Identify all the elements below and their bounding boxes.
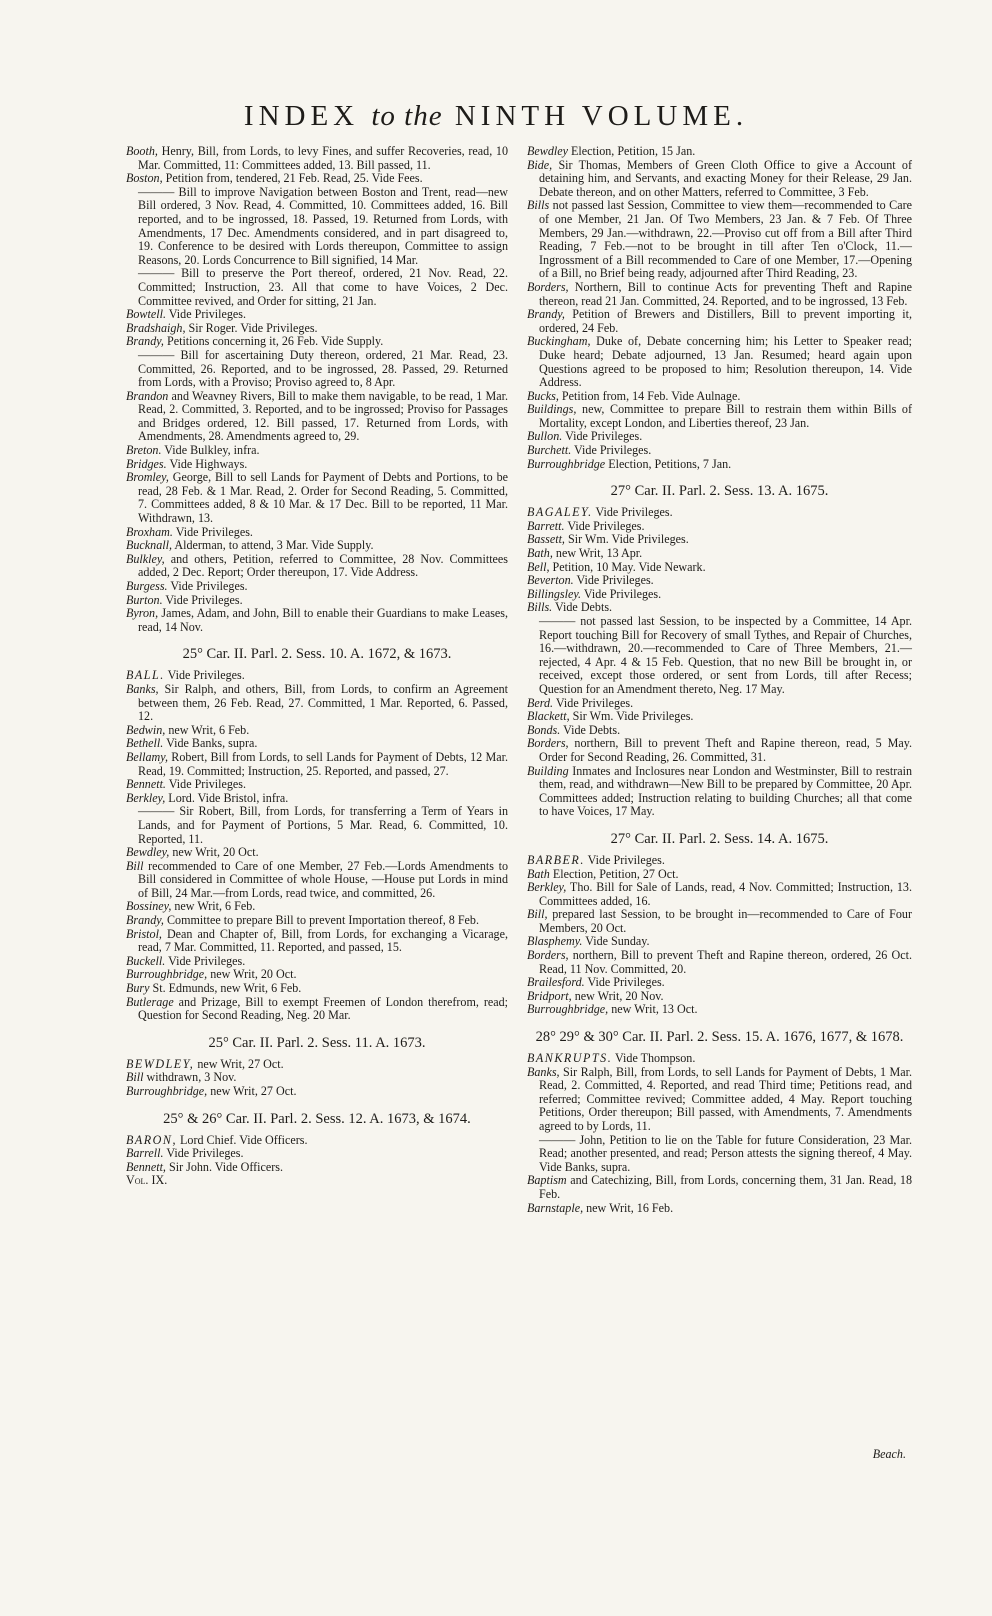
entry-text: Dean and Chapter of, Bill, from Lords, for exchanging a Vicarage, read, 7 Mar. Committed, 11. Reported, and passed, 15. <box>138 926 508 955</box>
index-entry <box>126 805 508 846</box>
index-entry <box>126 982 508 996</box>
index-entry <box>527 615 912 697</box>
entry-heading: Bill <box>126 1070 144 1085</box>
entry-heading: Buildings, <box>527 402 577 417</box>
entry-text: Henry, Bill, from Lords, to levy Fines, and suffer Recoveries, read, 10 Mar. Committed, 11: Committees added, 13. Bill passed, 11. <box>138 144 508 172</box>
index-entry <box>126 335 508 349</box>
entry-heading: Bennett. <box>126 777 166 792</box>
right-column <box>527 145 912 1215</box>
index-entry <box>126 444 508 458</box>
entry-heading: Bethell. <box>126 736 164 751</box>
section-heading-sess-15: 28° 29° & 30° Car. II. Parl. 2. Sess. 15. A. 1676, 1677, & 1678. <box>535 1029 904 1046</box>
index-entry <box>126 1161 508 1175</box>
left-group-b <box>126 669 508 1022</box>
entry-text: new Writ, 6 Feb. <box>171 899 256 914</box>
entry-text: Election, Petition, 27 Oct. <box>549 866 679 881</box>
entry-text: Vide Privileges. <box>581 586 662 601</box>
right-group-c <box>527 854 912 1017</box>
entry-text: Robert, Bill from Lords, to sell Lands for Payment of Debts, 12 Mar. Read, 19. Committed; Instruction, 25. Reported, and passed, 27. <box>138 749 508 778</box>
entry-text: Vide Privileges. <box>553 695 634 710</box>
index-entry <box>527 533 912 547</box>
index-entry <box>126 580 508 594</box>
entry-heading: Bellamy, <box>126 749 168 764</box>
index-entry <box>527 868 912 882</box>
entry-text: ——— Bill for ascertaining Duty thereon, ordered, 21 Mar. Read, 23. Committed, 26. Reported, and to be ingrossed, 28. Passed, 29. Returned from Lords, with a Proviso; Proviso agreed to, 8 Apr. <box>138 347 508 390</box>
section-heading-sess-10: 25° Car. II. Parl. 2. Sess. 10. A. 1672, & 1673. <box>182 646 452 663</box>
entry-heading: Bill, <box>527 907 548 922</box>
entry-text: ——— not passed last Session, to be inspected by a Committee, 14 Apr. Report touching Bill for Recovery of small Tythes, and Repair of Churches, 16.—withdrawn, 20.—recommended to Care of Three Members, 21.—rejected, 4 Apr. 4 & 15 Feb. Question, that no new Bill be brought in, or received, except those ordered, or sent from Lords, till after Recess; Question for an Amendment thereto, Neg. 17 May. <box>539 614 912 696</box>
entry-heading: Barnstaple, <box>527 1200 584 1215</box>
entry-text: George, Bill to sell Lands for Payment of Debts and Portions, to be read, 28 Feb. & 1 Mar. Read, 2. Order for Second Reading, 5. Committed, 7. Committees added, 8 & 10 Mar. & 17 Dec. Bill to be reported, 11 Mar. Withdrawn, 13. <box>138 470 508 526</box>
index-entry <box>527 1066 912 1134</box>
entry-text: Inmates and Inclosures near London and Westminster, Bill to restrain them, read, and withdrawn—New Bill to be prepared by Committee, 20 Apr. Committees added; Instruction relating to building Churches; all that come to have Voices, 17 May. <box>539 763 912 819</box>
entry-text: Vide Privileges. <box>164 668 245 683</box>
entry-text: Sir Ralph, Bill, from Lords, to sell Lands for Payment of Debts, 1 Mar. Read, 2. Committed, 4. Reported, and read Third time; Petitions read, and referred; Committee revived; Committee added, 4 May. Report touching Petitions, Order thereupon; Bill passed, with Amendments, 7. Amendments agreed to by Lords, 11. <box>539 1064 912 1133</box>
index-entry <box>527 601 912 615</box>
entry-heading: Byron, <box>126 606 159 621</box>
entry-heading: Bath, <box>527 546 553 561</box>
index-entry <box>527 430 912 444</box>
entry-text: Petition from, tendered, 21 Feb. Read, 25. Vide Fees. <box>162 171 423 186</box>
entry-text: Vide Privileges. <box>167 579 248 593</box>
entry-text: Vide Privileges. <box>571 443 652 458</box>
entry-heading: Brandon <box>126 388 169 403</box>
page-title <box>0 100 992 133</box>
entry-text: Sir Thomas, Members of Green Cloth Office to give a Account of detaining him, and Servants, and exacting Money for their Release, 29 Jan. Debate thereon, and on other Matters, referred to Committee, 3 Feb. <box>539 157 912 199</box>
index-entry <box>126 955 508 969</box>
entry-heading: Brandy, <box>126 334 164 349</box>
entry-text: and others, Petition, referred to Committee, 28 Nov. Committees added, 2 Dec. Report; Order thereupon, 17. Vide Address. <box>138 551 508 580</box>
entry-heading: Blackett, <box>527 709 570 724</box>
entry-text: new Writ, 27 Oct. <box>207 1084 297 1098</box>
left-column <box>126 145 508 1188</box>
entry-text: and Weavney Rivers, Bill to make them navigable, to be read, 1 Mar. Read, 2. Committed, 3. Reported, and to be ingrossed; Proviso for Passages and Bridges ordered, 12. Bill passed, 17. Returned from Lords, with Amendments, 28. Amendments agreed to, 29. <box>138 388 508 444</box>
index-entry <box>126 172 508 186</box>
index-entry <box>126 471 508 525</box>
entry-heading: Bury <box>126 981 150 996</box>
index-entry <box>126 996 508 1023</box>
index-entry <box>126 553 508 580</box>
entry-heading: Blasphemy. <box>527 934 583 949</box>
entry-text: ——— Sir Robert, Bill, from Lords, for transferring a Term of Years in Lands, and for Payment of Portions, 5 Mar. Read, 6. Committed, 10. Reported, 11. <box>138 804 508 846</box>
entry-text: recommended to Care of one Member, 27 Feb.—Lords Amendments to Bill considered in Committee of whole House, —House put Lords in mind of Bill, 24 Mar.—from Lords, read twice, and committed, 26. <box>138 858 508 900</box>
entry-text: St. Edmunds, new Writ, 6 Feb. <box>149 981 302 996</box>
entry-heading: Banks, <box>527 1064 560 1079</box>
index-entry <box>126 349 508 390</box>
entry-text: new Writ, 20 Oct. <box>169 845 259 860</box>
entry-text: Vide Thompson. <box>612 1051 696 1066</box>
index-entry <box>527 199 912 281</box>
entry-text: Lord Chief. Vide Officers. <box>177 1132 308 1147</box>
index-entry <box>527 520 912 534</box>
index-entry <box>527 1003 912 1017</box>
entry-text: Election, Petition, 15 Jan. <box>567 144 696 158</box>
entry-heading: BAGALEY. <box>527 505 593 520</box>
entry-text: Tho. Bill for Sale of Lands, read, 4 Nov. Committed; Instruction, 13. Committees added, 16. <box>539 880 912 908</box>
index-entry <box>527 1174 912 1201</box>
entry-text: Lord. Vide Bristol, infra. <box>165 790 289 805</box>
index-entry <box>126 607 508 634</box>
entry-text: Petitions concerning it, 26 Feb. Vide Supply. <box>163 334 384 349</box>
index-entry <box>527 506 912 520</box>
index-entry <box>126 778 508 792</box>
index-entry <box>126 186 508 268</box>
entry-heading: Beverton. <box>527 573 574 588</box>
left-group-c <box>126 1058 508 1099</box>
entry-heading: Brandy, <box>126 913 164 928</box>
entry-text: new, Committee to prepare Bill to restrain them within Bills of Mortality, except London, and Liberties thereof, 23 Jan. <box>539 402 912 430</box>
index-entry <box>527 1052 912 1066</box>
index-entry <box>126 928 508 955</box>
entry-heading: Berkley, <box>126 790 166 805</box>
index-entry <box>527 281 912 308</box>
entry-heading: Borders, <box>527 948 569 963</box>
index-entry <box>126 390 508 444</box>
index-entry <box>527 308 912 335</box>
entry-heading: Burroughbridge, <box>126 1084 208 1098</box>
index-entry <box>527 1202 912 1216</box>
entry-heading: Berkley, <box>527 880 567 895</box>
entry-heading: Bradshaigh, <box>126 320 186 335</box>
entry-text: Petition of Brewers and Distillers, Bill to prevent importing it, ordered, 24 Feb. <box>539 307 912 335</box>
entry-text: Sir Ralph, and others, Bill, from Lords, to confirm an Agreement between them, 26 Feb. Read, 27. Committed, 1 Mar. Reported, 6. Passed, 12. <box>138 681 508 724</box>
section-heading-sess-11: 25° Car. II. Parl. 2. Sess. 11. A. 1673. <box>208 1034 426 1051</box>
entry-text: Vide Privileges. <box>592 505 673 520</box>
entry-text: Vide Debts. <box>560 722 621 737</box>
entry-text: Vide Privileges. <box>162 592 243 607</box>
entry-heading: Bossiney, <box>126 899 172 914</box>
entry-text: not passed last Session, Committee to view them—recommended to Care of one Member, 21 Jan. Of Two Members, 23 Jan. & 7 Feb. Of Three Members, 29 Jan.—withdrawn, 22.—Proviso cut off from a Bill after Third Reading, 7 Feb.—not to be brought in till after Ten o'Clock, 11.—Ingrossment of a Bill recommended to Care of one Member, 17.—Opening of a Bill, no Brief being ready, adjourned after Third Reading, 23. <box>539 198 912 281</box>
index-entry <box>126 1147 508 1161</box>
section-heading-sess-14: 27° Car. II. Parl. 2. Sess. 14. A. 1675. <box>610 830 829 847</box>
index-entry <box>126 145 508 172</box>
entry-text: Vide Privileges. <box>172 524 253 539</box>
section-heading-sess-12: 25° & 26° Car. II. Parl. 2. Sess. 12. A. 1673, & 1674. <box>163 1110 471 1127</box>
entry-heading: Breton. <box>126 443 162 458</box>
volume-signature: Vol. IX. <box>126 1173 168 1188</box>
right-group-a <box>527 145 912 471</box>
entry-text: Sir Roger. Vide Privileges. <box>185 320 318 335</box>
index-entry <box>527 547 912 561</box>
entry-text: Alderman, to attend, 3 Mar. Vide Supply. <box>172 538 374 553</box>
entry-heading: Baptism <box>527 1173 567 1188</box>
right-group-d <box>527 1052 912 1215</box>
index-entry <box>527 390 912 404</box>
title-to-the: to the <box>371 100 443 132</box>
entry-text: Vide Privileges. <box>165 307 246 322</box>
entry-text: Sir John. Vide Officers. <box>165 1159 284 1174</box>
entry-heading: Berd. <box>527 695 554 710</box>
index-entry <box>527 724 912 738</box>
index-entry <box>527 949 912 976</box>
entry-text: Vide Privileges. <box>165 777 246 792</box>
entry-heading: BARON, <box>126 1132 177 1147</box>
entry-heading: Booth, <box>126 144 158 158</box>
entry-heading: BANKRUPTS. <box>527 1051 613 1066</box>
entry-heading: Billingsley. <box>527 586 582 601</box>
index-entry <box>527 458 912 472</box>
entry-heading: Burroughbridge, <box>126 967 208 982</box>
entry-text: ——— John, Petition to lie on the Table for future Consideration, 23 Mar. Read; another presented, and read; Person attests the signing thereof, 4 May. Vide Banks, supra. <box>539 1132 912 1174</box>
entry-heading: Bulkley, <box>126 551 165 566</box>
entry-text: James, Adam, and John, Bill to enable their Guardians to make Leases, read, 14 Nov. <box>138 606 508 634</box>
index-entry <box>126 1058 508 1072</box>
index-entry <box>527 145 912 159</box>
entry-heading: Bowtell. <box>126 307 166 322</box>
entry-text: and Prizage, Bill to exempt Freemen of London therefrom, read; Question for Second Reading, Neg. 20 Mar. <box>138 994 508 1023</box>
entry-text: new Writ, 20 Nov. <box>571 988 664 1003</box>
index-entry <box>126 860 508 901</box>
entry-heading: Broxham. <box>126 524 173 539</box>
index-entry <box>527 765 912 819</box>
entry-text: and Catechizing, Bill, from Lords, concerning them, 31 Jan. Read, 18 Feb. <box>539 1173 912 1201</box>
entry-text: Vide Privileges. <box>573 573 654 588</box>
entry-heading: Barrett. <box>527 518 565 533</box>
entry-heading: Borders, <box>527 279 569 294</box>
entry-heading: Bill <box>126 858 144 873</box>
index-entry <box>527 561 912 575</box>
entry-heading: Bell, <box>527 559 550 574</box>
index-entry <box>126 683 508 724</box>
entry-heading: Boston, <box>126 171 163 186</box>
index-entry <box>126 594 508 608</box>
entry-heading: Burroughbridge, <box>527 1002 609 1017</box>
index-entry <box>527 697 912 711</box>
entry-heading: Bath <box>527 866 550 881</box>
entry-heading: Brandy, <box>527 307 565 322</box>
entry-heading: Building <box>527 763 569 778</box>
entry-text: new Writ, 13 Apr. <box>552 546 643 561</box>
entry-text: new Writ, 13 Oct. <box>608 1002 698 1017</box>
entry-heading: Bullon. <box>527 429 563 444</box>
index-entry <box>126 458 508 472</box>
entry-text: Election, Petitions, 7 Jan. <box>605 456 732 471</box>
index-entry <box>126 322 508 336</box>
title-volume: NINTH VOLUME. <box>454 100 749 132</box>
entry-heading: Burchett. <box>527 443 572 458</box>
entry-text: Northern, Bill to continue Acts for preventing Theft and Rapine thereon, read 21 Jan. Committed, 24. Reported, and to be ingrossed, 13 Feb. <box>539 279 912 308</box>
entry-text: new Writ, 27 Oct. <box>194 1056 284 1071</box>
entry-text: new Writ, 20 Oct. <box>207 967 297 982</box>
index-entry <box>527 444 912 458</box>
index-entry <box>527 335 912 389</box>
entry-text: Committee to prepare Bill to prevent Importation thereof, 8 Feb. <box>163 913 479 928</box>
index-entry <box>126 539 508 553</box>
entry-heading: Burroughbridge <box>527 456 606 471</box>
index-entry <box>527 976 912 990</box>
entry-text: Vide Privileges. <box>562 429 643 444</box>
entry-text: prepared last Session, to be brought in—recommended to Care of Four Members, 20 Oct. <box>539 907 912 935</box>
entry-text: Sir Wm. Vide Privileges. <box>569 709 694 724</box>
entry-text: Duke of, Debate concerning him; his Letter to Speaker read; Duke heard; Debate adjourned, 13 Jan. Resumed; heard again upon Questions agreed to be proposed to him; Resolution thereupon, 14. Vide Address. <box>539 334 912 390</box>
entry-heading: Bromley, <box>126 470 169 485</box>
index-entry <box>527 1134 912 1175</box>
entry-heading: Bills <box>527 198 550 213</box>
entry-heading: Buckingham, <box>527 334 591 349</box>
entry-heading: Bucknall, <box>126 538 173 553</box>
entry-text: ——— Bill to preserve the Port thereof, ordered, 21 Nov. Read, 22. Committed; Instruction, 23. All that come to have Voices, 2 Dec. Committee revived, and Order for sitting, 21 Jan. <box>138 266 508 308</box>
title-index: INDEX <box>243 100 360 132</box>
index-entry <box>527 990 912 1004</box>
index-entry <box>126 1071 508 1085</box>
entry-text: Vide Privileges. <box>584 852 665 867</box>
entry-heading: Barrell. <box>126 1146 164 1161</box>
index-entry <box>126 914 508 928</box>
index-entry <box>126 737 508 751</box>
entry-text: Vide Privileges. <box>165 953 246 968</box>
index-entry <box>527 737 912 764</box>
entry-heading: Bridges. <box>126 456 167 471</box>
entry-heading: Burton. <box>126 592 163 607</box>
entry-heading: Bucks, <box>527 388 559 403</box>
left-group-d <box>126 1134 508 1175</box>
section-heading-sess-13: 27° Car. II. Parl. 2. Sess. 13. A. 1675. <box>610 483 829 500</box>
index-entry <box>126 1085 508 1099</box>
entry-text: Sir Wm. Vide Privileges. <box>564 532 689 547</box>
index-entry <box>126 724 508 738</box>
entry-heading: Bewdley <box>527 144 568 158</box>
index-entry <box>527 403 912 430</box>
entry-heading: Bristol, <box>126 926 162 941</box>
index-entry <box>527 588 912 602</box>
entry-text: northern, Bill to prevent Theft and Rapine thereon, ordered, 26 Oct. Read, 11 Nov. Committed, 20. <box>539 948 912 976</box>
entry-text: Vide Highways. <box>166 456 248 471</box>
entry-heading: Bide, <box>527 157 553 172</box>
index-entry <box>126 846 508 860</box>
index-entry <box>527 908 912 935</box>
index-entry <box>126 669 508 683</box>
entry-text: Vide Debts. <box>552 600 613 615</box>
entry-heading: Banks, <box>126 681 159 696</box>
entry-heading: BALL. <box>126 668 165 683</box>
entry-text: new Writ, 6 Feb. <box>165 722 250 737</box>
entry-heading: Burgess. <box>126 579 168 593</box>
entry-heading: Bonds. <box>527 722 561 737</box>
index-entry <box>126 751 508 778</box>
entry-text: Vide Privileges. <box>163 1146 244 1161</box>
entry-text: new Writ, 16 Feb. <box>583 1200 674 1215</box>
entry-heading: Bassett, <box>527 532 565 547</box>
catchword: Beach. <box>872 1447 906 1461</box>
entry-text: Petition from, 14 Feb. Vide Aulnage. <box>558 388 741 403</box>
index-entry <box>126 267 508 308</box>
entry-heading: Bewdley, <box>126 845 170 860</box>
entry-heading: Bennett, <box>126 1159 166 1174</box>
entry-heading: Bridport, <box>527 988 572 1003</box>
index-entry <box>126 308 508 322</box>
entry-text: Vide Privileges. <box>564 518 645 533</box>
index-entry <box>126 1134 508 1148</box>
index-entry <box>126 900 508 914</box>
entry-heading: Bills. <box>527 600 553 615</box>
right-group-b <box>527 506 912 819</box>
entry-text: Vide Banks, supra. <box>163 736 258 751</box>
index-entry <box>527 710 912 724</box>
index-entry <box>126 968 508 982</box>
entry-heading: Bedwin, <box>126 722 166 737</box>
index-entry <box>527 159 912 200</box>
entry-text: ——— Bill to improve Navigation between Boston and Trent, read—new Bill ordered, 3 Nov. Read, 4. Committed, 10. Committees added, 16. Bill reported, and to be ingrossed, 18. Passed, 19. Returned from Lords, with Amendments, 17 Dec. Amendments considered, and in part disagreed to, 19. Conference to be desired with Lords thereupon, Committee to assign Reasons, 20. Lords Concurrence to Bill signified, 14 Mar. <box>138 184 508 267</box>
entry-text: northern, Bill to prevent Theft and Rapine thereon, read, 5 May. Order for Second Reading, 26. Committed, 31. <box>539 736 912 764</box>
entry-heading: Brailesford. <box>527 975 585 990</box>
index-entry <box>126 526 508 540</box>
entry-text: Vide Privileges. <box>584 975 665 990</box>
entry-heading: Buckell. <box>126 953 166 968</box>
index-entry <box>527 881 912 908</box>
entry-heading: BEWDLEY, <box>126 1056 195 1071</box>
entry-text: withdrawn, 3 Nov. <box>143 1070 237 1085</box>
entry-text: Vide Sunday. <box>582 934 650 949</box>
index-entry <box>527 935 912 949</box>
left-group-a <box>126 145 508 634</box>
index-entry <box>527 854 912 868</box>
index-entry <box>527 574 912 588</box>
entry-heading: BARBER. <box>527 852 585 867</box>
entry-text: Petition, 10 May. Vide Newark. <box>549 559 706 574</box>
entry-text: Vide Bulkley, infra. <box>161 443 260 458</box>
entry-heading: Borders, <box>527 736 569 751</box>
index-entry <box>126 792 508 806</box>
entry-heading: Butlerage <box>126 994 174 1009</box>
